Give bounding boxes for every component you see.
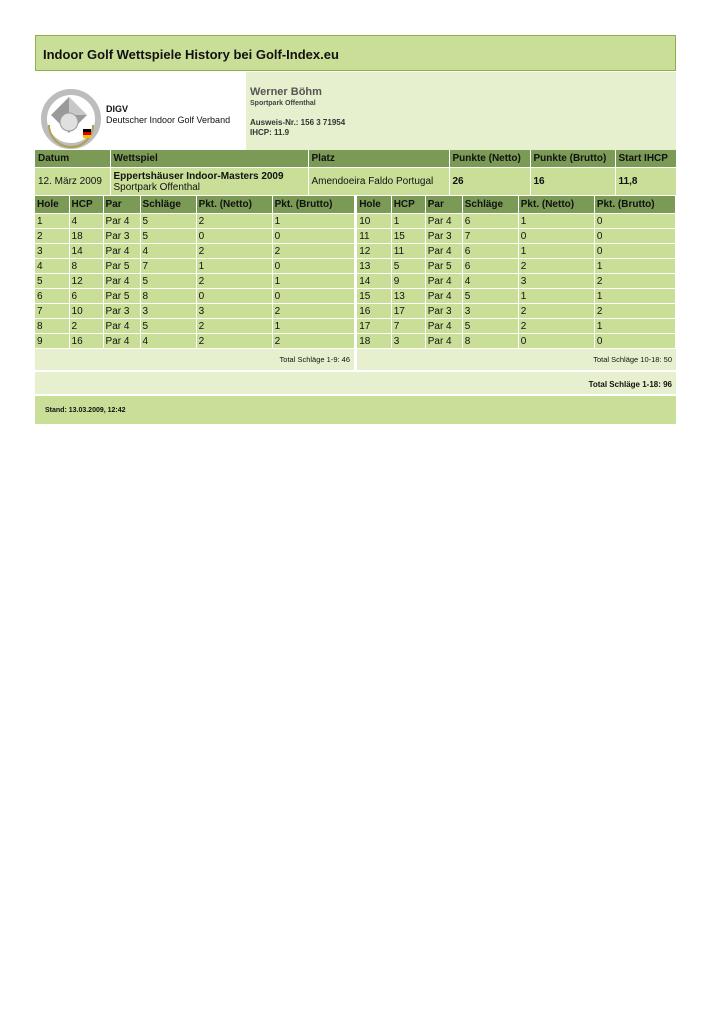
col-header: HCP bbox=[69, 196, 103, 214]
col-header: Pkt. (Netto) bbox=[196, 196, 272, 214]
table-cell: Par 4 bbox=[103, 319, 140, 334]
player-ausweis: Ausweis-Nr.: 156 3 71954 bbox=[250, 118, 346, 127]
back-nine-total: Total Schläge 10-18: 50 bbox=[357, 349, 676, 370]
table-cell: 7 bbox=[35, 304, 69, 319]
table-cell: 5 bbox=[462, 289, 518, 304]
player-ihcp: IHCP: 11.9 bbox=[250, 128, 290, 137]
page-title: Indoor Golf Wettspiele History bei Golf-Index.eu bbox=[35, 35, 676, 71]
table-cell: 11 bbox=[391, 244, 425, 259]
table-cell: Par 5 bbox=[103, 289, 140, 304]
table-cell: 9 bbox=[391, 274, 425, 289]
event-start-ihcp: 11,8 bbox=[615, 168, 676, 196]
table-cell: 1 bbox=[272, 274, 354, 289]
table-cell: Par 3 bbox=[103, 304, 140, 319]
table-cell: 2 bbox=[35, 229, 69, 244]
table-cell: 0 bbox=[272, 289, 354, 304]
event-club: Sportpark Offenthal bbox=[113, 181, 201, 193]
table-row bbox=[35, 244, 676, 259]
table-cell: 8 bbox=[35, 319, 69, 334]
table-cell: 1 bbox=[272, 214, 354, 229]
table-cell: 2 bbox=[196, 214, 272, 229]
table-cell: 18 bbox=[357, 334, 391, 349]
table-cell: 1 bbox=[391, 214, 425, 229]
table-cell: 1 bbox=[594, 289, 675, 304]
table-cell: 5 bbox=[140, 229, 196, 244]
table-cell: 12 bbox=[357, 244, 391, 259]
table-cell: Par 4 bbox=[425, 334, 462, 349]
table-cell: 2 bbox=[196, 274, 272, 289]
table-cell: 4 bbox=[69, 214, 103, 229]
table-cell: Par 3 bbox=[425, 304, 462, 319]
col-header: Punkte (Netto) bbox=[449, 150, 530, 168]
table-cell: 16 bbox=[69, 334, 103, 349]
table-cell: 6 bbox=[462, 214, 518, 229]
table-cell: Par 4 bbox=[103, 244, 140, 259]
table-cell: Par 3 bbox=[425, 229, 462, 244]
holes-table bbox=[35, 196, 676, 348]
table-row bbox=[35, 274, 676, 289]
table-cell: 0 bbox=[272, 259, 354, 274]
col-header: HCP bbox=[391, 196, 425, 214]
org-cell bbox=[35, 72, 246, 150]
table-cell: Par 5 bbox=[425, 259, 462, 274]
table-cell: Par 5 bbox=[103, 259, 140, 274]
table-cell: 15 bbox=[391, 229, 425, 244]
table-row bbox=[35, 229, 676, 244]
table-cell: 5 bbox=[391, 259, 425, 274]
col-header: Wettspiel bbox=[110, 150, 308, 168]
table-cell: Par 4 bbox=[425, 319, 462, 334]
table-cell: 8 bbox=[69, 259, 103, 274]
table-cell: Par 4 bbox=[425, 274, 462, 289]
table-cell: 2 bbox=[518, 319, 594, 334]
table-cell: 1 bbox=[518, 244, 594, 259]
table-cell: Par 4 bbox=[425, 289, 462, 304]
player-cell bbox=[246, 72, 676, 150]
table-cell: 7 bbox=[391, 319, 425, 334]
player-name: Werner Böhm bbox=[250, 86, 322, 98]
table-row bbox=[35, 214, 676, 229]
table-cell: 5 bbox=[140, 274, 196, 289]
table-row bbox=[35, 259, 676, 274]
table-row bbox=[35, 319, 676, 334]
org-long-name: Deutscher Indoor Golf Verband bbox=[106, 115, 231, 125]
col-header: Pkt. (Brutto) bbox=[272, 196, 354, 214]
col-header: Hole bbox=[35, 196, 69, 214]
event-table bbox=[35, 150, 677, 195]
table-cell: Par 3 bbox=[103, 229, 140, 244]
event-points-brutto: 16 bbox=[530, 168, 615, 196]
table-cell: 15 bbox=[357, 289, 391, 304]
table-cell: 2 bbox=[196, 334, 272, 349]
table-cell: 2 bbox=[272, 244, 354, 259]
holes-header-row bbox=[35, 196, 676, 214]
event-points-netto: 26 bbox=[449, 168, 530, 196]
page bbox=[35, 35, 676, 424]
table-cell: 7 bbox=[140, 259, 196, 274]
table-cell: 2 bbox=[196, 244, 272, 259]
table-cell: 3 bbox=[140, 304, 196, 319]
table-cell: 1 bbox=[518, 214, 594, 229]
table-cell: 5 bbox=[140, 319, 196, 334]
table-cell: 2 bbox=[518, 304, 594, 319]
table-cell: 2 bbox=[594, 274, 675, 289]
table-cell: 13 bbox=[357, 259, 391, 274]
table-cell: 1 bbox=[35, 214, 69, 229]
table-cell: 2 bbox=[594, 304, 675, 319]
table-cell: 5 bbox=[35, 274, 69, 289]
col-header: Par bbox=[425, 196, 462, 214]
event-row bbox=[35, 168, 676, 196]
grand-total: Total Schläge 1-18: 96 bbox=[35, 372, 676, 394]
col-header: Datum bbox=[35, 150, 110, 168]
col-header: Par bbox=[103, 196, 140, 214]
table-cell: 4 bbox=[35, 259, 69, 274]
table-cell: 1 bbox=[594, 259, 675, 274]
table-cell: 2 bbox=[196, 319, 272, 334]
table-cell: 0 bbox=[196, 229, 272, 244]
col-header: Punkte (Brutto) bbox=[530, 150, 615, 168]
table-cell: 0 bbox=[518, 334, 594, 349]
table-cell: 2 bbox=[272, 334, 354, 349]
table-cell: 0 bbox=[594, 229, 675, 244]
nine-totals bbox=[35, 349, 676, 370]
event-name: Eppertshäuser Indoor-Masters 2009 bbox=[113, 170, 284, 182]
table-cell: 13 bbox=[391, 289, 425, 304]
table-cell: 8 bbox=[462, 334, 518, 349]
table-cell: 8 bbox=[140, 289, 196, 304]
table-cell: 5 bbox=[462, 319, 518, 334]
table-cell: 2 bbox=[518, 259, 594, 274]
event-name-cell bbox=[110, 168, 308, 196]
table-cell: Par 4 bbox=[425, 244, 462, 259]
table-cell: 10 bbox=[357, 214, 391, 229]
table-cell: 10 bbox=[69, 304, 103, 319]
table-cell: 16 bbox=[357, 304, 391, 319]
table-cell: 6 bbox=[462, 244, 518, 259]
table-cell: 11 bbox=[357, 229, 391, 244]
org-short-name: DIGV bbox=[106, 104, 129, 114]
col-header: Pkt. (Netto) bbox=[518, 196, 594, 214]
table-cell: 3 bbox=[196, 304, 272, 319]
table-cell: 2 bbox=[69, 319, 103, 334]
table-cell: 0 bbox=[272, 229, 354, 244]
table-cell: 5 bbox=[140, 214, 196, 229]
table-cell: 0 bbox=[518, 229, 594, 244]
table-cell: 0 bbox=[594, 214, 675, 229]
header bbox=[35, 72, 676, 150]
table-cell: 0 bbox=[594, 244, 675, 259]
table-cell: 3 bbox=[462, 304, 518, 319]
table-cell: 6 bbox=[462, 259, 518, 274]
table-cell: Par 4 bbox=[425, 214, 462, 229]
stand-timestamp: Stand: 13.03.2009, 12:42 bbox=[35, 396, 676, 424]
table-cell: 1 bbox=[196, 259, 272, 274]
table-cell: 1 bbox=[594, 319, 675, 334]
table-cell: Par 4 bbox=[103, 214, 140, 229]
col-header: Start IHCP bbox=[615, 150, 676, 168]
table-cell: 1 bbox=[518, 289, 594, 304]
golf-ball-shield-icon bbox=[39, 89, 103, 149]
col-header: Hole bbox=[357, 196, 391, 214]
table-cell: 4 bbox=[462, 274, 518, 289]
event-date: 12. März 2009 bbox=[35, 168, 110, 196]
table-cell: 14 bbox=[357, 274, 391, 289]
table-cell: Par 4 bbox=[103, 274, 140, 289]
table-row bbox=[35, 334, 676, 349]
table-cell: 18 bbox=[69, 229, 103, 244]
table-cell: 14 bbox=[69, 244, 103, 259]
table-cell: 3 bbox=[518, 274, 594, 289]
table-cell: 3 bbox=[391, 334, 425, 349]
event-header-row bbox=[35, 150, 676, 168]
col-header: Platz bbox=[308, 150, 449, 168]
table-row bbox=[35, 289, 676, 304]
table-cell: 2 bbox=[272, 304, 354, 319]
player-club: Sportpark Offenthal bbox=[250, 100, 316, 107]
table-cell: 0 bbox=[196, 289, 272, 304]
table-cell: 6 bbox=[35, 289, 69, 304]
table-cell: 17 bbox=[357, 319, 391, 334]
table-cell: 4 bbox=[140, 334, 196, 349]
table-cell: 6 bbox=[69, 289, 103, 304]
col-header: Schläge bbox=[140, 196, 196, 214]
table-cell: 4 bbox=[140, 244, 196, 259]
col-header: Schläge bbox=[462, 196, 518, 214]
table-cell: 3 bbox=[35, 244, 69, 259]
table-cell: 17 bbox=[391, 304, 425, 319]
front-nine-total: Total Schläge 1-9: 46 bbox=[35, 349, 354, 370]
table-cell: 9 bbox=[35, 334, 69, 349]
table-cell: 1 bbox=[272, 319, 354, 334]
table-cell: 7 bbox=[462, 229, 518, 244]
table-cell: Par 4 bbox=[103, 334, 140, 349]
col-header: Pkt. (Brutto) bbox=[594, 196, 675, 214]
table-row bbox=[35, 304, 676, 319]
table-cell: 0 bbox=[594, 334, 675, 349]
event-course: Amendoeira Faldo Portugal bbox=[308, 168, 449, 196]
table-cell: 12 bbox=[69, 274, 103, 289]
